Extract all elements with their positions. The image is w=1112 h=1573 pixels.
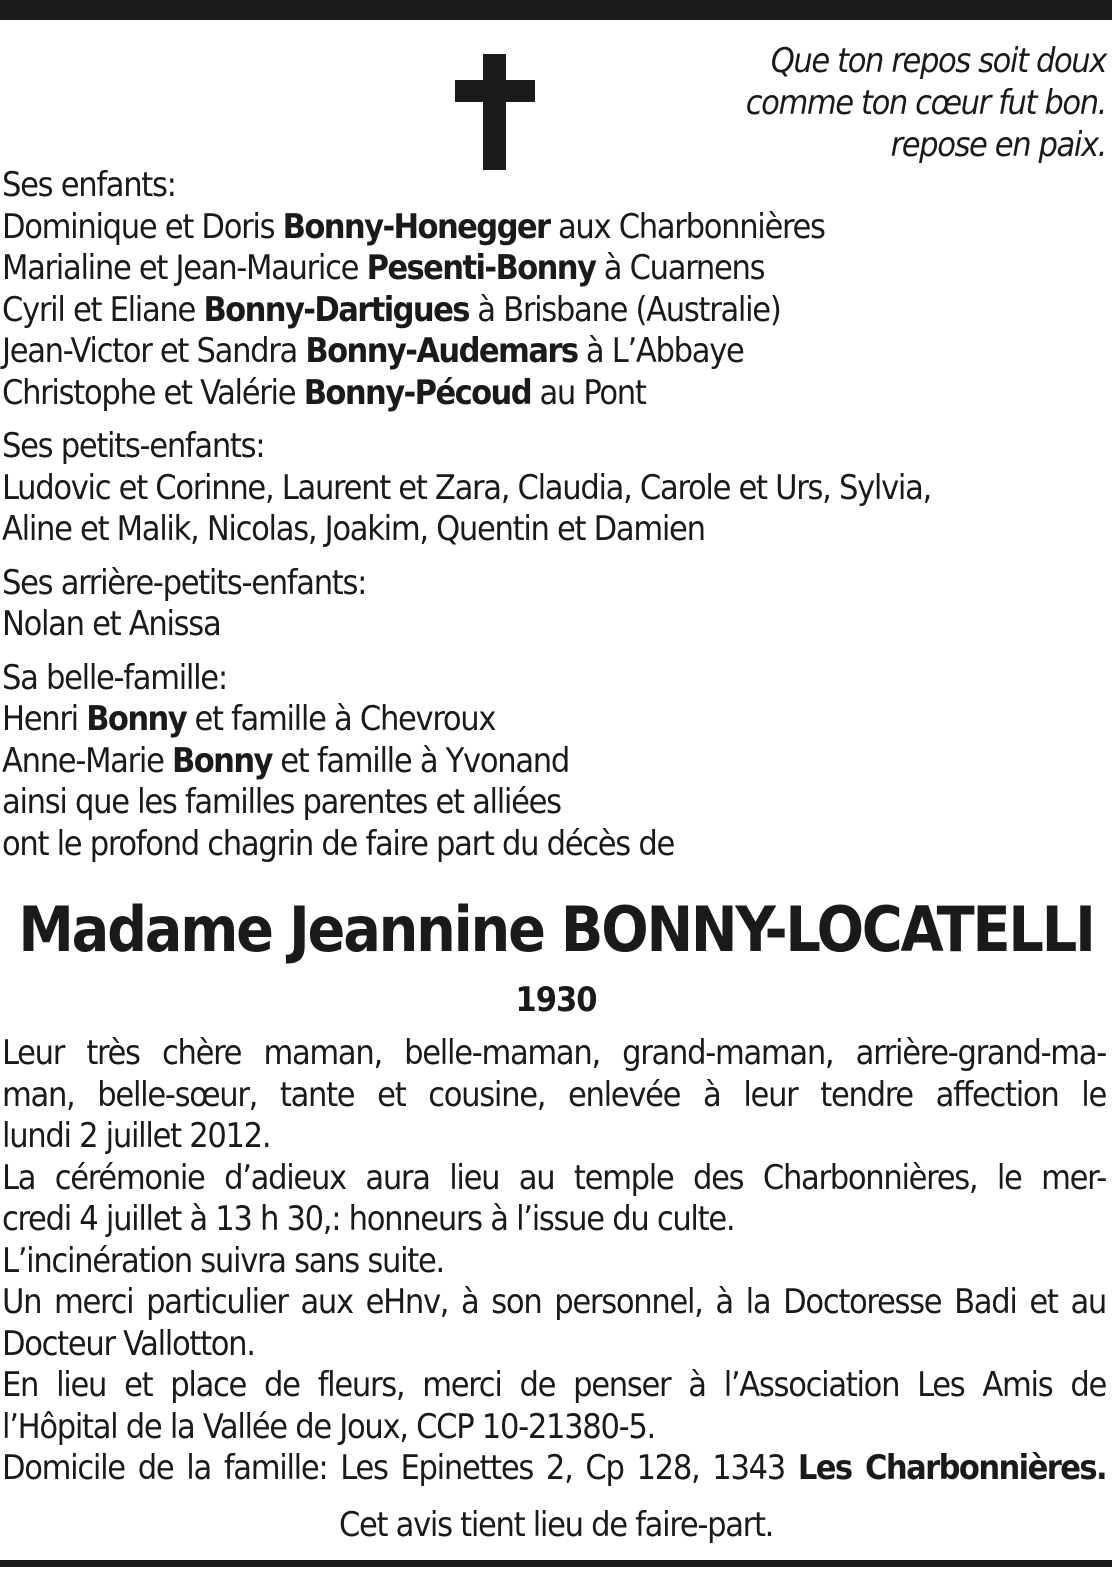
closing-note: Cet avis tient lieu de faire-part. bbox=[338, 1505, 774, 1545]
announcement-details bbox=[2, 1033, 1106, 1490]
detail-line: Leur très chère maman, belle-maman, grand-maman, arrière-grand-ma- bbox=[2, 1033, 1106, 1073]
family-line: Christophe et Valérie Bonny-Pécoud au Pont bbox=[2, 372, 646, 413]
quote-line: Que ton repos soit doux bbox=[770, 41, 1106, 81]
family-line: Marialine et Jean-Maurice Pesenti-Bonny à Cuarnens bbox=[2, 248, 765, 288]
section-heading: Ses arrière-petits-enfants: bbox=[2, 562, 367, 603]
family-line: Dominique et Doris Bonny-Honegger aux Charbonnières bbox=[2, 206, 825, 247]
detail-line: Docteur Vallotton. bbox=[2, 1323, 255, 1364]
section-heading: Ses petits-enfants: bbox=[2, 426, 265, 466]
detail-line: En lieu et place de fleurs, merci de penser à l’Association Les Amis de bbox=[2, 1365, 1106, 1405]
grandchildren-section bbox=[2, 426, 1106, 551]
family-line: Henri Bonny et famille à Chevroux bbox=[2, 699, 496, 739]
detail-line: Un merci particulier aux eHnv, à son personnel, à la Doctoresse Badi et au bbox=[2, 1282, 1106, 1322]
detail-line: credi 4 juillet à 13 h 30,: honneurs à l’issue du culte. bbox=[2, 1199, 735, 1239]
family-line: Anne-Marie Bonny et famille à Yvonand bbox=[2, 740, 570, 781]
detail-line: lundi 2 juillet 2012. bbox=[2, 1116, 271, 1156]
deceased-name: Madame Jeannine BONNY-LOCATELLI bbox=[18, 893, 1094, 966]
quote-line: repose en paix. bbox=[890, 125, 1106, 165]
family-line: Nolan et Anissa bbox=[2, 604, 221, 644]
family-line: Ludovic et Corinne, Laurent et Zara, Claudia, Carole et Urs, Sylvia, bbox=[2, 467, 931, 508]
top-rule bbox=[0, 0, 1112, 20]
family-line: Aline et Malik, Nicolas, Joakim, Quentin et Damien bbox=[2, 509, 705, 549]
detail-line: man, belle-sœur, tante et cousine, enlevée à leur tendre affection le bbox=[2, 1074, 1106, 1115]
domicile-line: Domicile de la famille: Les Epinettes 2, Cp 128, 1343 Les Charbonnières. bbox=[2, 1448, 1106, 1488]
great-grandchildren-section bbox=[2, 563, 1106, 646]
children-section bbox=[2, 165, 1106, 414]
detail-line: l’Hôpital de la Vallée de Joux, CCP 10-21380-5. bbox=[2, 1406, 655, 1447]
family-line: ont le profond chagrin de faire part du décès de bbox=[2, 823, 675, 864]
section-heading: Ses enfants: bbox=[2, 165, 176, 205]
birth-year: 1930 bbox=[515, 980, 597, 1020]
cross-icon bbox=[455, 54, 535, 170]
quote-line: comme ton cœur fut bon. bbox=[745, 83, 1106, 123]
bottom-rule bbox=[0, 1560, 1112, 1567]
family-line: Cyril et Eliane Bonny-Dartigues à Brisbane (Australie) bbox=[2, 289, 781, 330]
family-list bbox=[2, 165, 1106, 877]
in-laws-section bbox=[2, 658, 1106, 866]
section-heading: Sa belle-famille: bbox=[2, 657, 227, 698]
detail-line: L’incinération suivra sans suite. bbox=[2, 1240, 444, 1281]
detail-line: La cérémonie d’adieux aura lieu au temple des Charbonnières, le mer- bbox=[2, 1157, 1106, 1198]
family-line: ainsi que les familles parentes et alliées bbox=[2, 782, 561, 822]
epitaph-quote bbox=[746, 40, 1106, 166]
family-line: Jean-Victor et Sandra Bonny-Audemars à L’Abbaye bbox=[2, 331, 744, 371]
